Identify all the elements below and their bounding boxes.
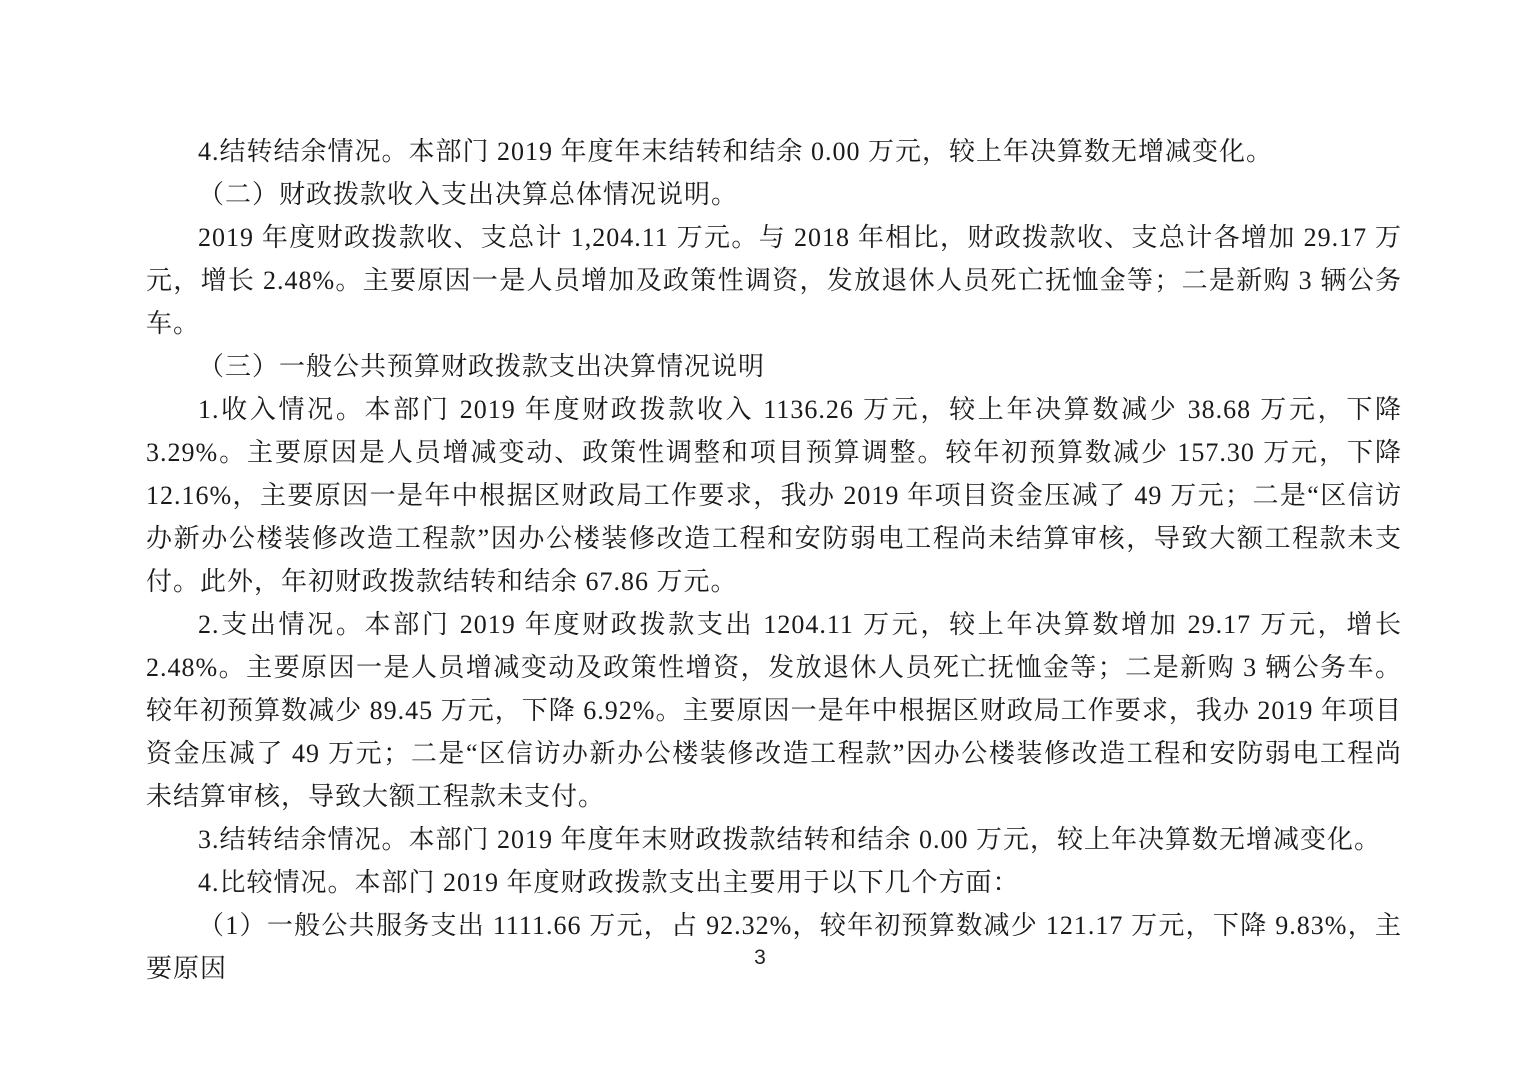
heading-section-2: （二）财政拨款收入支出决算总体情况说明。 bbox=[198, 180, 739, 209]
paragraph-expenditure-situation: 2.支出情况。本部门 2019 年度财政拨款支出 1204.11 万元，较上年决算数增加 29.17 万元，增长 2.48%。主要原因一是人员增减变动及政策性增资，发放退休人员死亡抚恤金等；二是新购 3 辆公务车。较年初预算数减少 89.45 万元，下降 6.92%。主要原因一是年中根据区财政局工作要求，我办 2019 年项目资金压减了 49 万元；二是“区信访办新办公楼装修改造工程款”因办公楼装修改造工程和安防弱电工程尚未结算审核，导致大额工程款未支付。 bbox=[146, 610, 1402, 811]
paragraph-public-service-expenditure: （1）一般公共服务支出 1111.66 万元，占 92.32%，较年初预算数减少 121.17 万元，下降 9.83%，主要原因 bbox=[146, 911, 1402, 983]
paragraph-carryover-situation: 3.结转结余情况。本部门 2019 年度年末财政拨款结转和结余 0.00 万元，较上年决算数无增减变化。 bbox=[198, 825, 1382, 854]
paragraph-carryover-summary: 4.结转结余情况。本部门 2019 年度年末结转和结余 0.00 万元，较上年决算数无增减变化。 bbox=[198, 137, 1274, 166]
page-footer bbox=[0, 946, 1520, 970]
paragraph-total-appropriation: 2019 年度财政拨款收、支总计 1,204.11 万元。与 2018 年相比，财政拨款收、支总计各增加 29.17 万元，增长 2.48%。主要原因一是人员增加及政策性调资，发放退休人员死亡抚恤金等；二是新购 3 辆公务车。 bbox=[146, 223, 1402, 338]
paragraph-income-situation: 1.收入情况。本部门 2019 年度财政拨款收入 1136.26 万元，较上年决算数减少 38.68 万元，下降 3.29%。主要原因是人员增减变动、政策性调整和项目预算调整。较年初预算数减少 157.30 万元，下降 12.16%，主要原因一是年中根据区财政局工作要求，我办 2019 年项目资金压减了 49 万元；二是“区信访办新办公楼装修改造工程款”因办公楼装修改造工程和安防弱电工程尚未结算审核，导致大额工程款未支付。此外，年初财政拨款结转和结余 67.86 万元。 bbox=[146, 395, 1402, 596]
paragraph-comparison-intro: 4.比较情况。本部门 2019 年度财政拨款支出主要用于以下几个方面： bbox=[198, 868, 1020, 897]
heading-section-3: （三）一般公共预算财政拨款支出决算情况说明 bbox=[198, 352, 766, 381]
page-number: 3 bbox=[754, 946, 766, 969]
document-body bbox=[146, 130, 1402, 990]
